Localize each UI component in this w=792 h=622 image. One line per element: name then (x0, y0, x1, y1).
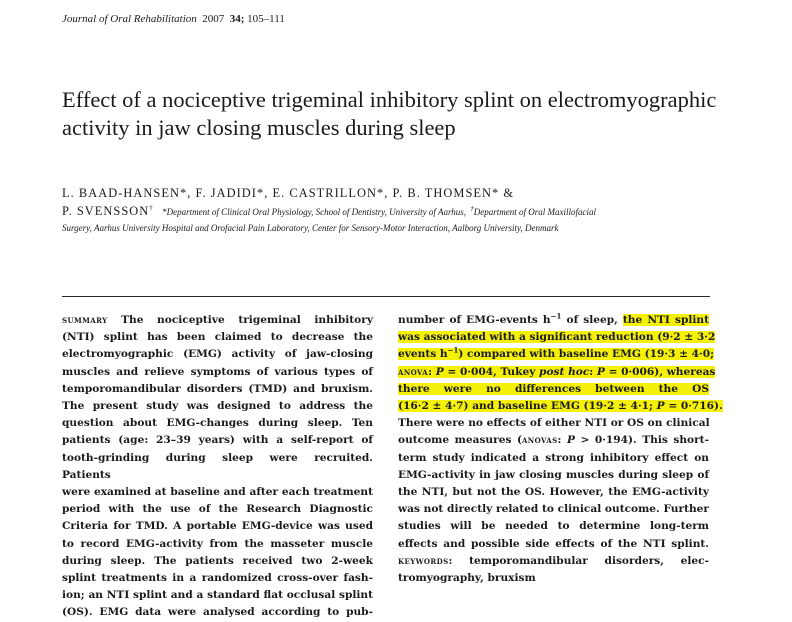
abstract-line: to record EMG-activity from the masseter muscle (62, 537, 373, 550)
abstract-line (398, 381, 709, 398)
abstract-line: was not directly related to clinical outcome. Further (398, 503, 709, 516)
journal-citation (62, 13, 285, 25)
highlighted-text: (16·2 ± 4·7) and baseline EMG (19·2 ± 4·1; P = 0·716). (398, 400, 723, 413)
abstract-line (398, 364, 716, 381)
highlighted-text: anova: P = 0·004, Tukey post hoc: P = 0·006), whereas (398, 365, 716, 378)
keywords-text: : temporomandibular disorders, elec- (448, 554, 709, 567)
keywords-label: keywords (398, 554, 449, 567)
abstract-line: question about EMG-changes during sleep. Ten (62, 417, 373, 430)
abstract-line: outcome measures (anovas: P > 0·194). This short- (398, 434, 709, 447)
abstract-line: tooth-grinding during sleep were recruited. Patients (62, 451, 373, 481)
abstract-line: muscles and relieve symptoms of various types of (62, 365, 373, 378)
abstract-line: the NTI, but not the OS. However, the EMG-activity (398, 486, 709, 499)
abstract-line: term study indicated a strong inhibitory effect on (398, 451, 709, 464)
abstract-line: patients (age: 23–39 years) with a self-report of (62, 434, 373, 447)
abstract-line (398, 345, 714, 363)
abstract-line: (NTI) splint has been claimed to decrease the (62, 331, 373, 344)
abstract-left-column (62, 312, 373, 622)
abstract-line: studies will be needed to determine long-term (398, 520, 709, 533)
header-divider (62, 296, 710, 297)
author-line-2 (62, 202, 732, 221)
keywords-line-2: tromyography, bruxism (398, 572, 536, 585)
abstract-right-column (398, 311, 723, 587)
abstract-line: The present study was designed to address the (62, 400, 373, 413)
abstract-line: effects and possible side effects of the NTI splint. (398, 537, 709, 550)
abstract-line: during sleep. The patients received two 2-week (62, 554, 373, 567)
journal-pages: 105–111 (247, 13, 285, 25)
dagger-mark: † (149, 203, 154, 212)
author-name-svensson: P. SVENSSON (62, 204, 150, 218)
highlighted-text: events $h^{-1}$) compared with baseline EMG (19·3 ± 4·0; (398, 345, 714, 361)
summary-label: summary (62, 314, 108, 326)
journal-name: Journal of Oral Rehabilitation (62, 13, 197, 25)
article-title: Effect of a nociceptive trigeminal inhibitory splint on electromyographic activity in jaw closing muscles during sleep (62, 87, 717, 140)
abstract-line: temporomandibular disorders (TMD) and bruxism. (62, 382, 373, 395)
affiliation-a: *Department of Clinical Oral Physiology, School of Dentistry, University of Aarhus, (162, 207, 467, 217)
abstract-line: summary The nociceptive trigeminal inhibitory (62, 314, 373, 326)
abstract-line: splint treatments in a randomized cross-over fash- (62, 572, 373, 585)
abstract-line: EMG-activity in jaw closing muscles during sleep of (398, 468, 709, 481)
abstract-line: There were no effects of either NTI or OS on clinical (398, 417, 710, 430)
abstract-line (398, 329, 716, 346)
affiliation-dagger: † (470, 205, 474, 213)
abstract-line: number of EMG-events $h^{-1}$ of sleep, the NTI splint (398, 311, 709, 326)
abstract-line: period with the use of the Research Diagnostic (62, 503, 373, 516)
abstract-line: (OS). EMG data were analysed according to pub- (62, 606, 373, 619)
highlighted-text: was associated with a significant reduction (9·2 ± 3·2 (398, 331, 716, 344)
affiliation-b: Department of Oral Maxillofacial (473, 207, 596, 217)
abstract-line: electromyographic (EMG) activity of jaw-closing (62, 348, 373, 361)
abstract-line (398, 398, 723, 415)
highlighted-text: there were no differences between the OS (398, 382, 709, 395)
abstract-line: ion; an NTI splint and a standard flat occlusal splint (62, 589, 373, 602)
abstract-line: Criteria for TMD. A portable EMG-device was used (62, 520, 373, 533)
author-list (62, 184, 732, 221)
journal-year: 2007 (202, 13, 225, 25)
author-line-1: L. BAAD-HANSEN*, F. JADIDI*, E. CASTRILLON*, P. B. THOMSEN* & (62, 186, 515, 200)
abstract-line: were examined at baseline and after each treatment (62, 486, 373, 499)
keywords-line (398, 553, 709, 570)
affiliation-c: Surgery, Aarhus University Hospital and Orofacial Pain Laboratory, Center for Sensory-Motor Interaction, Aalborg University, Denmark (62, 223, 559, 233)
journal-volume: 34; (229, 13, 245, 25)
highlighted-text: the NTI splint (622, 314, 709, 326)
